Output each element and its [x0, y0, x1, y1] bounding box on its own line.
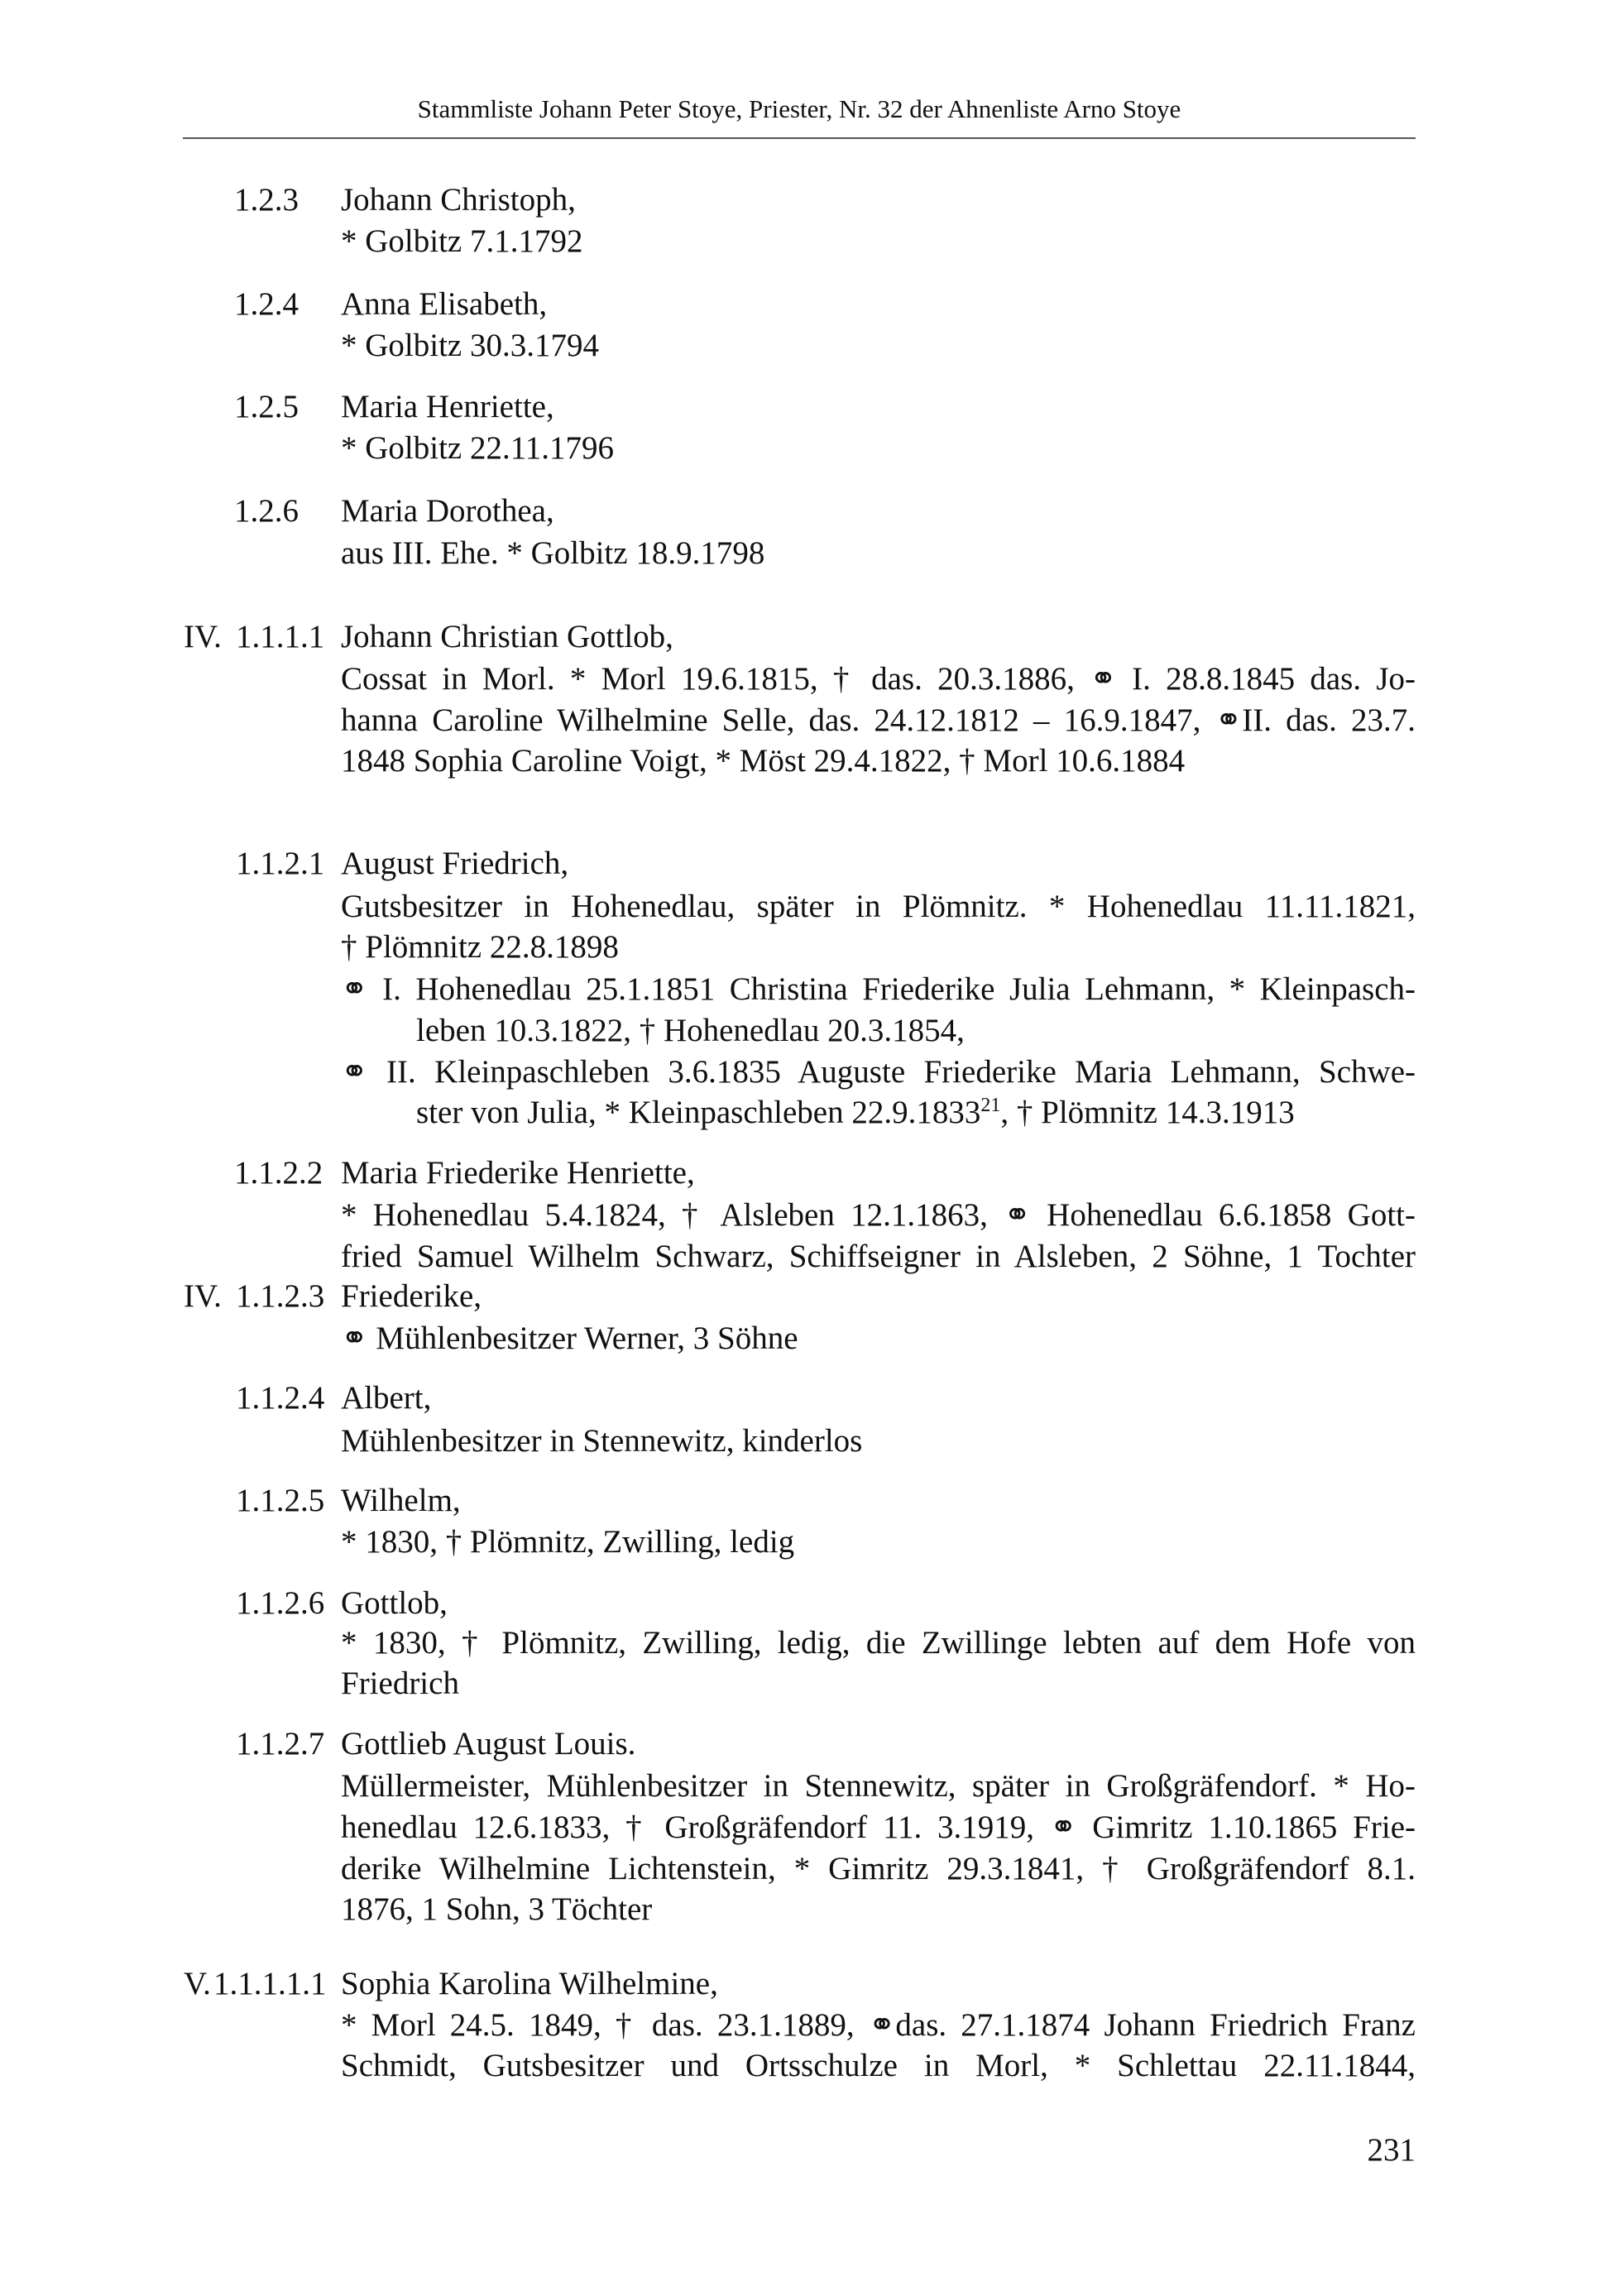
entry-line: Friedrich [341, 1666, 459, 1701]
entry-line: † Plömnitz 22.8.1898 [341, 929, 619, 965]
entry-line-text: ster von Julia, * Kleinpaschleben 22.9.1833 [416, 1095, 981, 1130]
entry-name: Johann Christian Gottlob, [341, 619, 673, 654]
running-header: Stammliste Johann Peter Stoye, Priester, Nr. 32 der Ahnenliste Arno Stoye [417, 94, 1181, 123]
entry-line: derike Wilhelmine Lichtenstein, * Gimritz 29.3.1841, † Großgräfendorf 8.1. [341, 1851, 1416, 1886]
entry-line: hanna Caroline Wilhelmine Selle, das. 24.12.1812 – 16.9.1847, ⚭II. das. 23.7. [341, 702, 1416, 738]
entry-name: Maria Dorothea, [341, 493, 554, 529]
entry-line: henedlau 12.6.1833, † Großgräfendorf 11. 3.1919, ⚭ Gimritz 1.10.1865 Frie- [341, 1809, 1416, 1845]
entry-line: 1848 Sophia Caroline Voigt, * Möst 29.4.1822, † Morl 10.6.1884 [341, 743, 1186, 779]
entry-name: Maria Henriette, [341, 389, 554, 424]
generation-label: IV. [184, 1278, 222, 1314]
generation-label: V. [184, 1966, 211, 2001]
marriage-line: ⚭ I. Hohenedlau 25.1.1851 Christina Friederike Julia Lehmann, * Kleinpasch- [341, 971, 1416, 1007]
entry-number: 1.1.2.4 [236, 1380, 325, 1416]
entry-name: Anna Elisabeth, [341, 286, 548, 322]
header-rule [183, 137, 1416, 139]
entry-line: fried Samuel Wilhelm Schwarz, Schiffseigner in Alsleben, 2 Söhne, 1 Tochter [341, 1239, 1416, 1274]
entry-number: 1.1.2.1 [236, 846, 325, 881]
entry-line: * Morl 24.5. 1849, † das. 23.1.1889, ⚭das. 27.1.1874 Johann Friedrich Franz [341, 2007, 1416, 2043]
entry-line: leben 10.3.1822, † Hohenedlau 20.3.1854, [416, 1013, 965, 1048]
entry-number: 1.2.3 [234, 182, 299, 218]
entry-name: August Friedrich, [341, 846, 569, 881]
entry-line: aus III. Ehe. * Golbitz 18.9.1798 [341, 535, 765, 571]
marriage-line: ⚭ Mühlenbesitzer Werner, 3 Söhne [341, 1321, 798, 1356]
entry-name: Johann Christoph, [341, 182, 576, 218]
entry-number: 1.1.1.1 [236, 619, 325, 654]
entry-number: 1.2.5 [234, 389, 299, 424]
entry-line: * 1830, † Plömnitz, Zwilling, ledig [341, 1524, 795, 1560]
entry-line: Gutsbesitzer in Hohenedlau, später in Plömnitz. * Hohenedlau 11.11.1821, [341, 889, 1416, 924]
entry-number: 1.1.2.6 [236, 1585, 325, 1621]
entry-line: Cossat in Morl. * Morl 19.6.1815, † das. 20.3.1886, ⚭ I. 28.8.1845 das. Jo- [341, 661, 1416, 697]
entry-line: * Golbitz 30.3.1794 [341, 328, 599, 363]
footnote-ref[interactable]: 21 [980, 1095, 1001, 1116]
entry-name: Sophia Karolina Wilhelmine, [341, 1966, 718, 2001]
entry-number: 1.2.6 [234, 493, 299, 529]
entry-line-text: , † Plömnitz 14.3.1913 [1000, 1095, 1295, 1130]
entry-name: Wilhelm, [341, 1483, 461, 1518]
entry-name: Maria Friederike Henriette, [341, 1155, 695, 1191]
marriage-line: ⚭ II. Kleinpaschleben 3.6.1835 Auguste Friederike Maria Lehmann, Schwe- [341, 1054, 1416, 1090]
entry-name: Gottlob, [341, 1585, 448, 1621]
entry-line: Müllermeister, Mühlenbesitzer in Stennewitz, später in Großgräfendorf. * Ho- [341, 1768, 1416, 1804]
entry-line [416, 1092, 1416, 1134]
entry-number: 1.1.2.7 [236, 1726, 325, 1762]
entry-number: 1.1.1.1.1 [213, 1966, 327, 2001]
entry-line: Mühlenbesitzer in Stennewitz, kinderlos [341, 1423, 863, 1459]
entry-number: 1.1.2.2 [234, 1155, 323, 1191]
entry-line: * Golbitz 22.11.1796 [341, 430, 615, 466]
page-number: 231 [1367, 2132, 1416, 2168]
entry-name: Friederike, [341, 1278, 482, 1314]
entry-line: * Golbitz 7.1.1792 [341, 223, 583, 259]
entry-number: 1.1.2.5 [236, 1483, 325, 1518]
entry-line: 1876, 1 Sohn, 3 Töchter [341, 1891, 653, 1927]
entry-line: * Hohenedlau 5.4.1824, † Alsleben 12.1.1863, ⚭ Hohenedlau 6.6.1858 Gott- [341, 1197, 1416, 1233]
generation-label: IV. [184, 619, 222, 654]
entry-line: * 1830, † Plömnitz, Zwilling, ledig, die Zwillinge lebten auf dem Hofe von [341, 1625, 1416, 1661]
entry-name: Gottlieb August Louis. [341, 1726, 636, 1762]
entry-number: 1.2.4 [234, 286, 299, 322]
entry-number: 1.1.2.3 [236, 1278, 325, 1314]
entry-line: Schmidt, Gutsbesitzer und Ortsschulze in Morl, * Schlettau 22.11.1844, [341, 2048, 1416, 2083]
entry-name: Albert, [341, 1380, 432, 1416]
